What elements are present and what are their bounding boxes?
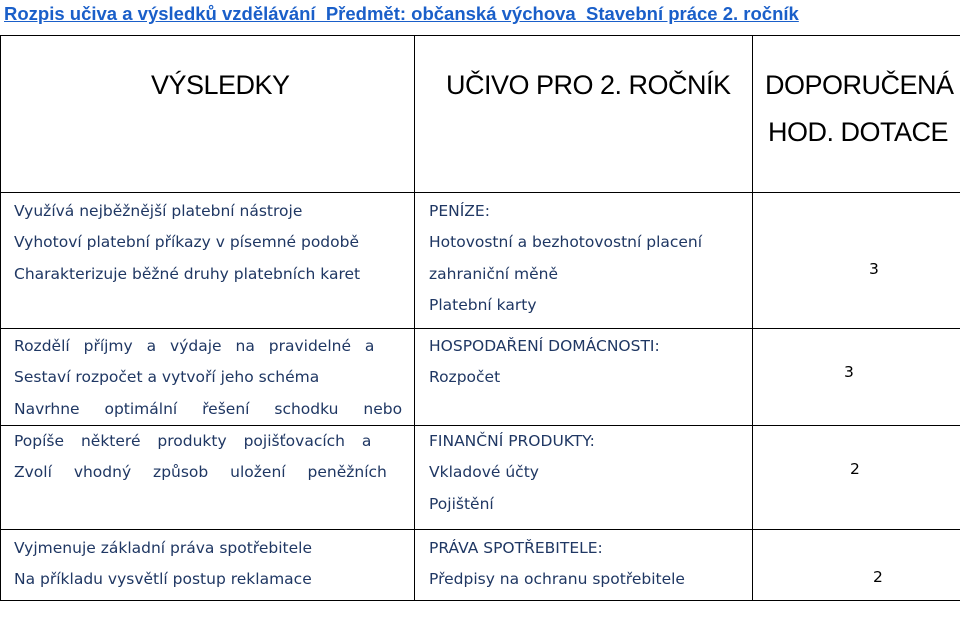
result-text: Rozdělí příjmy a výdaje na pravidelné a bbox=[14, 337, 375, 355]
hours-cell bbox=[753, 426, 960, 530]
result-item: Vyjmenuje základní práva spotřebitele bbox=[14, 539, 312, 557]
results-cell bbox=[1, 193, 415, 329]
result-item: Na příkladu vysvětlí postup reklamace bbox=[14, 570, 312, 589]
result-item: Využívá nejběžnější platební nástroje bbox=[14, 202, 303, 220]
curriculum-table bbox=[0, 35, 960, 601]
header-content-cell bbox=[415, 36, 753, 193]
result-item bbox=[14, 331, 408, 362]
hours-value: 3 bbox=[844, 363, 854, 381]
content-cell bbox=[415, 329, 753, 426]
result-item: Navrhne optimální řešení schodku nebo bbox=[14, 399, 403, 418]
result-item: Popíše některé produkty pojišťovacích a bbox=[14, 432, 372, 450]
header-content: UČIVO PRO 2. ROČNÍK bbox=[446, 70, 731, 100]
header-hours-cell bbox=[753, 36, 960, 193]
result-item: Zvolí vhodný způsob uložení peněžních bbox=[14, 463, 387, 482]
table-row bbox=[1, 193, 960, 329]
hours-value: 2 bbox=[850, 460, 860, 478]
content-cell bbox=[415, 193, 753, 329]
hours-cell bbox=[753, 193, 960, 329]
content-item: Rozpočet bbox=[429, 368, 501, 387]
content-item: zahraniční měně bbox=[429, 264, 559, 283]
content-heading: PENÍZE: bbox=[429, 202, 490, 220]
table-row bbox=[1, 530, 960, 601]
header-results-cell bbox=[1, 36, 415, 193]
content-item: Pojištění bbox=[429, 494, 494, 513]
content-item: Vkladové účty bbox=[429, 463, 539, 482]
header-hours-line2: HOD. DOTACE bbox=[768, 117, 949, 147]
content-item: Hotovostní a bezhotovostní placení bbox=[429, 233, 703, 252]
content-cell bbox=[415, 426, 753, 530]
results-cell bbox=[1, 426, 415, 530]
header-hours-line1: DOPORUČENÁ bbox=[765, 70, 954, 100]
hours-value: 2 bbox=[873, 568, 883, 586]
hours-cell bbox=[753, 329, 960, 426]
result-item: Charakterizuje běžné druhy platebních karet bbox=[14, 264, 361, 283]
results-cell bbox=[1, 530, 415, 601]
content-item: Platební karty bbox=[429, 295, 537, 314]
content-item: Předpisy na ochranu spotřebitele bbox=[429, 570, 685, 589]
content-cell bbox=[415, 530, 753, 601]
content-heading: FINANČNÍ PRODUKTY: bbox=[429, 432, 595, 450]
header-row bbox=[1, 36, 960, 193]
table-row bbox=[1, 426, 960, 530]
result-item: Sestaví rozpočet a vytvoří jeho schéma bbox=[14, 368, 320, 387]
table-row bbox=[1, 329, 960, 426]
header-results: VÝSLEDKY bbox=[151, 70, 290, 100]
result-item: Vyhotoví platební příkazy v písemné podobě bbox=[14, 233, 360, 252]
content-heading: PRÁVA SPOTŘEBITELE: bbox=[429, 539, 603, 557]
hours-value: 3 bbox=[869, 260, 879, 278]
content-heading: HOSPODAŘENÍ DOMÁCNOSTI: bbox=[429, 337, 660, 355]
results-cell bbox=[1, 329, 415, 426]
hours-cell bbox=[753, 530, 960, 601]
page-title: Rozpis učiva a výsledků vzdělávání Předmět: občanská výchova Stavební práce 2. ročník bbox=[4, 3, 799, 24]
